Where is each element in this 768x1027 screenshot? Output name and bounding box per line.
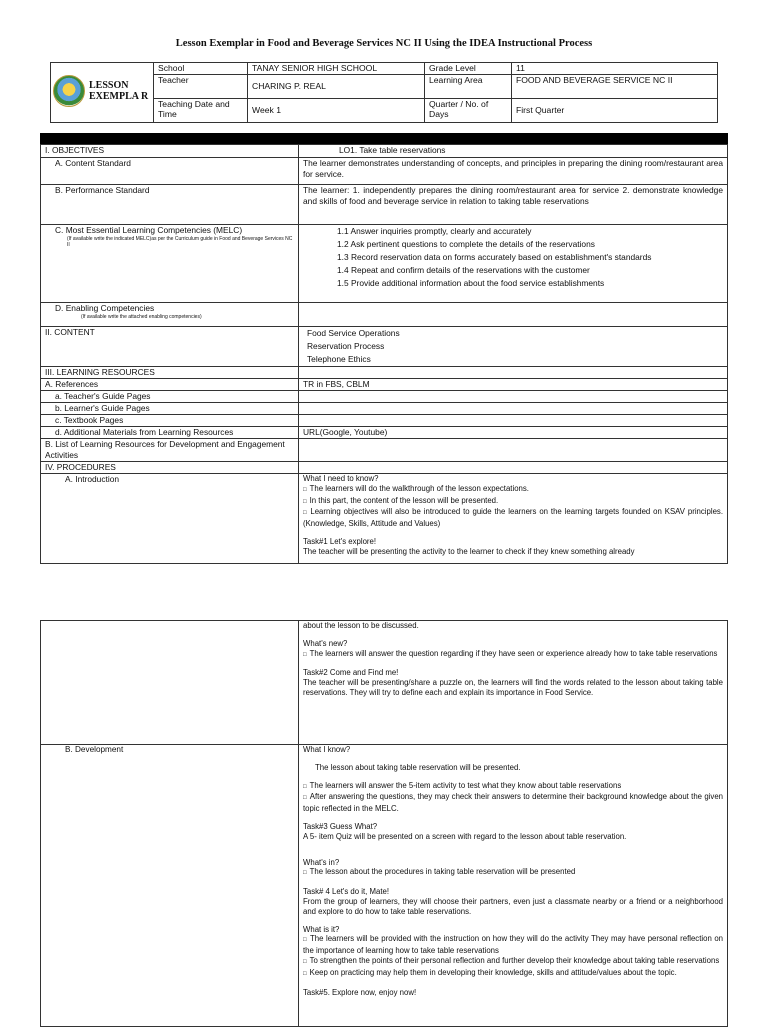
logo-text: LESSON EXEMPLA R xyxy=(89,80,149,102)
new-question: What's new? xyxy=(303,638,348,648)
content-item: Reservation Process xyxy=(307,341,385,351)
introduction-continued-label xyxy=(41,621,299,745)
in-question: What's in? xyxy=(303,857,340,867)
header-table xyxy=(50,62,718,123)
list-resources-label: B. List of Learning Resources for Development and Engagement Activities xyxy=(41,439,299,462)
procedures-value xyxy=(299,462,728,474)
melc-item: 1.2 Ask pertinent questions to complete the details of the reservations xyxy=(337,239,595,249)
is-bullet: □ Keep on practicing may help them in developing their knowledge, skills and attitude/values about the topic. xyxy=(303,968,723,980)
continued-text: about the lesson to be discussed. xyxy=(303,621,419,630)
melc-cell xyxy=(41,225,299,303)
development-label: B. Development xyxy=(41,745,299,1027)
teachers-guide-label: a. Teacher's Guide Pages xyxy=(41,391,299,403)
list-resources-value xyxy=(299,439,728,462)
task1-title: Task#1 Let's explore! xyxy=(303,536,377,546)
development-content xyxy=(299,745,728,1027)
performance-standard-label: B. Performance Standard xyxy=(41,185,299,225)
know-bullet: □ The learners will answer the 5-item activity to test what they know about table reservations xyxy=(303,781,723,793)
know-line: The lesson about taking table reservation will be presented. xyxy=(315,762,521,772)
textbook-value xyxy=(299,415,728,427)
content-item: Food Service Operations xyxy=(307,328,400,338)
melc-label: C. Most Essential Learning Competencies (MELC) xyxy=(55,225,243,235)
references-value: TR in FBS, CBLM xyxy=(299,379,728,391)
section-divider-bar xyxy=(40,133,728,144)
document-title: Lesson Exemplar in Food and Beverage Services NC II Using the IDEA Instructional Process xyxy=(175,38,593,49)
procedures-label: IV. PROCEDURES xyxy=(41,462,299,474)
additional-materials-label: d. Additional Materials from Learning Resources xyxy=(41,427,299,439)
is-bullet: □ To strengthen the points of their personal reflection and further develop their knowledge about taking table reservations xyxy=(303,956,723,968)
teacher-label: Teacher xyxy=(154,74,248,98)
melc-item: 1.1 Answer inquiries promptly, clearly and accurately xyxy=(337,226,532,236)
melc-item: 1.5 Provide additional information about the food service establishments xyxy=(337,278,605,288)
textbook-label: c. Textbook Pages xyxy=(41,415,299,427)
introduction-continued-content xyxy=(299,621,728,745)
resources-value xyxy=(299,367,728,379)
lesson-table-continued xyxy=(40,620,728,1027)
school-label: School xyxy=(154,63,248,75)
teachers-guide-value xyxy=(299,391,728,403)
introduction-label: A. Introduction xyxy=(41,474,299,564)
content-standard-label: A. Content Standard xyxy=(41,158,299,185)
grade-value: 11 xyxy=(512,63,718,75)
area-value: FOOD AND BEVERAGE SERVICE NC II xyxy=(512,74,718,98)
quarter-value: First Quarter xyxy=(512,98,718,122)
intro-bullet: □ In this part, the content of the lesson will be presented. xyxy=(303,496,723,508)
task5-title: Task#5. Explore now, enjoy now! xyxy=(303,987,417,997)
melc-list xyxy=(299,225,728,303)
objectives-value: LO1. Take table reservations xyxy=(299,145,728,158)
know-bullet: □ After answering the questions, they may check their answers to determine their background knowledge about the given topic reflected in the MELC. xyxy=(303,792,723,814)
learners-guide-value xyxy=(299,403,728,415)
introduction-content xyxy=(299,474,728,564)
intro-question: What I need to know? xyxy=(303,474,379,483)
school-value: TANAY SENIOR HIGH SCHOOL xyxy=(248,63,425,75)
melc-note: (If available write the indicated MELC)as per the Curriculum guide in Food and Beverage Services NC II xyxy=(67,236,293,248)
is-question: What is it? xyxy=(303,924,340,934)
objectives-label: I. OBJECTIVES xyxy=(41,145,299,158)
resources-label: III. LEARNING RESOURCES xyxy=(41,367,299,379)
quarter-label: Quarter / No. of Days xyxy=(425,98,512,122)
melc-item: 1.3 Record reservation data on forms accurately based on establishment's standards xyxy=(337,252,652,262)
grade-label: Grade Level xyxy=(425,63,512,75)
task3-title: Task#3 Guess What? xyxy=(303,821,378,831)
references-label: A. References xyxy=(41,379,299,391)
task1-text: The teacher will be presenting the activity to the learner to check if they knew something already xyxy=(303,546,635,556)
in-bullet: □ The lesson about the procedures in taking table reservation will be presented xyxy=(303,867,723,879)
additional-materials-value: URL(Google, Youtube) xyxy=(299,427,728,439)
logo xyxy=(51,63,154,123)
school-seal-icon xyxy=(53,75,85,107)
enabling-cell xyxy=(41,303,299,327)
task3-text: A 5- item Quiz will be presented on a screen with regard to the lesson about table reservation. xyxy=(303,831,627,841)
know-question: What I know? xyxy=(303,745,351,754)
date-value: Week 1 xyxy=(248,98,425,122)
date-label: Teaching Date and Time xyxy=(154,98,248,122)
lesson-table xyxy=(40,144,728,564)
melc-item: 1.4 Repeat and confirm details of the reservations with the customer xyxy=(337,265,590,275)
new-bullet: □ The learners will answer the question regarding if they have seen or experience already how to take table reservations xyxy=(303,649,723,661)
task4-title: Task# 4 Let's do it, Mate! xyxy=(303,887,389,897)
performance-standard-value: The learner: 1. independently prepares the dining room/restaurant area for service 2. demonstrate knowledge and skills of food and beverage service in relation to taking table reservations xyxy=(299,185,728,225)
intro-bullet: □ Learning objectives will also be introduced to guide the learners on the learning targets founded on KSAV principles. (Knowledge, Skills, Attitude and Values) xyxy=(303,507,723,529)
area-label: Learning Area xyxy=(425,74,512,98)
enabling-note: (If available write the attached enabling competencies) xyxy=(81,314,202,320)
content-standard-value: The learner demonstrates understanding of concepts, and principles in preparing the dining room/restaurant area for service. xyxy=(299,158,728,185)
task2-text: The teacher will be presenting/share a puzzle on, the learners will find the words related to the lesson about taking table reservations. They will try to define each and explain its importance in Food Service. xyxy=(303,678,723,697)
learners-guide-label: b. Learner's Guide Pages xyxy=(41,403,299,415)
intro-bullet: □ The learners will do the walkthrough of the lesson expectations. xyxy=(303,484,723,496)
is-bullet: □ The learners will be provided with the instruction on how they will do the activity They may have personal reflection on the importance of learning how to take table reservations xyxy=(303,934,723,956)
content-list xyxy=(299,327,728,367)
enabling-value xyxy=(299,303,728,327)
task4-text: From the group of learners, they will choose their partners, even just a classmate nearby or a friend or a neighborhood and explore to do how to take table reservations. xyxy=(303,896,723,916)
enabling-label: D. Enabling Competencies xyxy=(55,303,155,313)
content-label: II. CONTENT xyxy=(41,327,299,367)
teacher-value: CHARING P. REAL xyxy=(248,74,425,98)
task2-title: Task#2 Come and Find me! xyxy=(303,668,399,678)
content-item: Telephone Ethics xyxy=(307,354,371,364)
